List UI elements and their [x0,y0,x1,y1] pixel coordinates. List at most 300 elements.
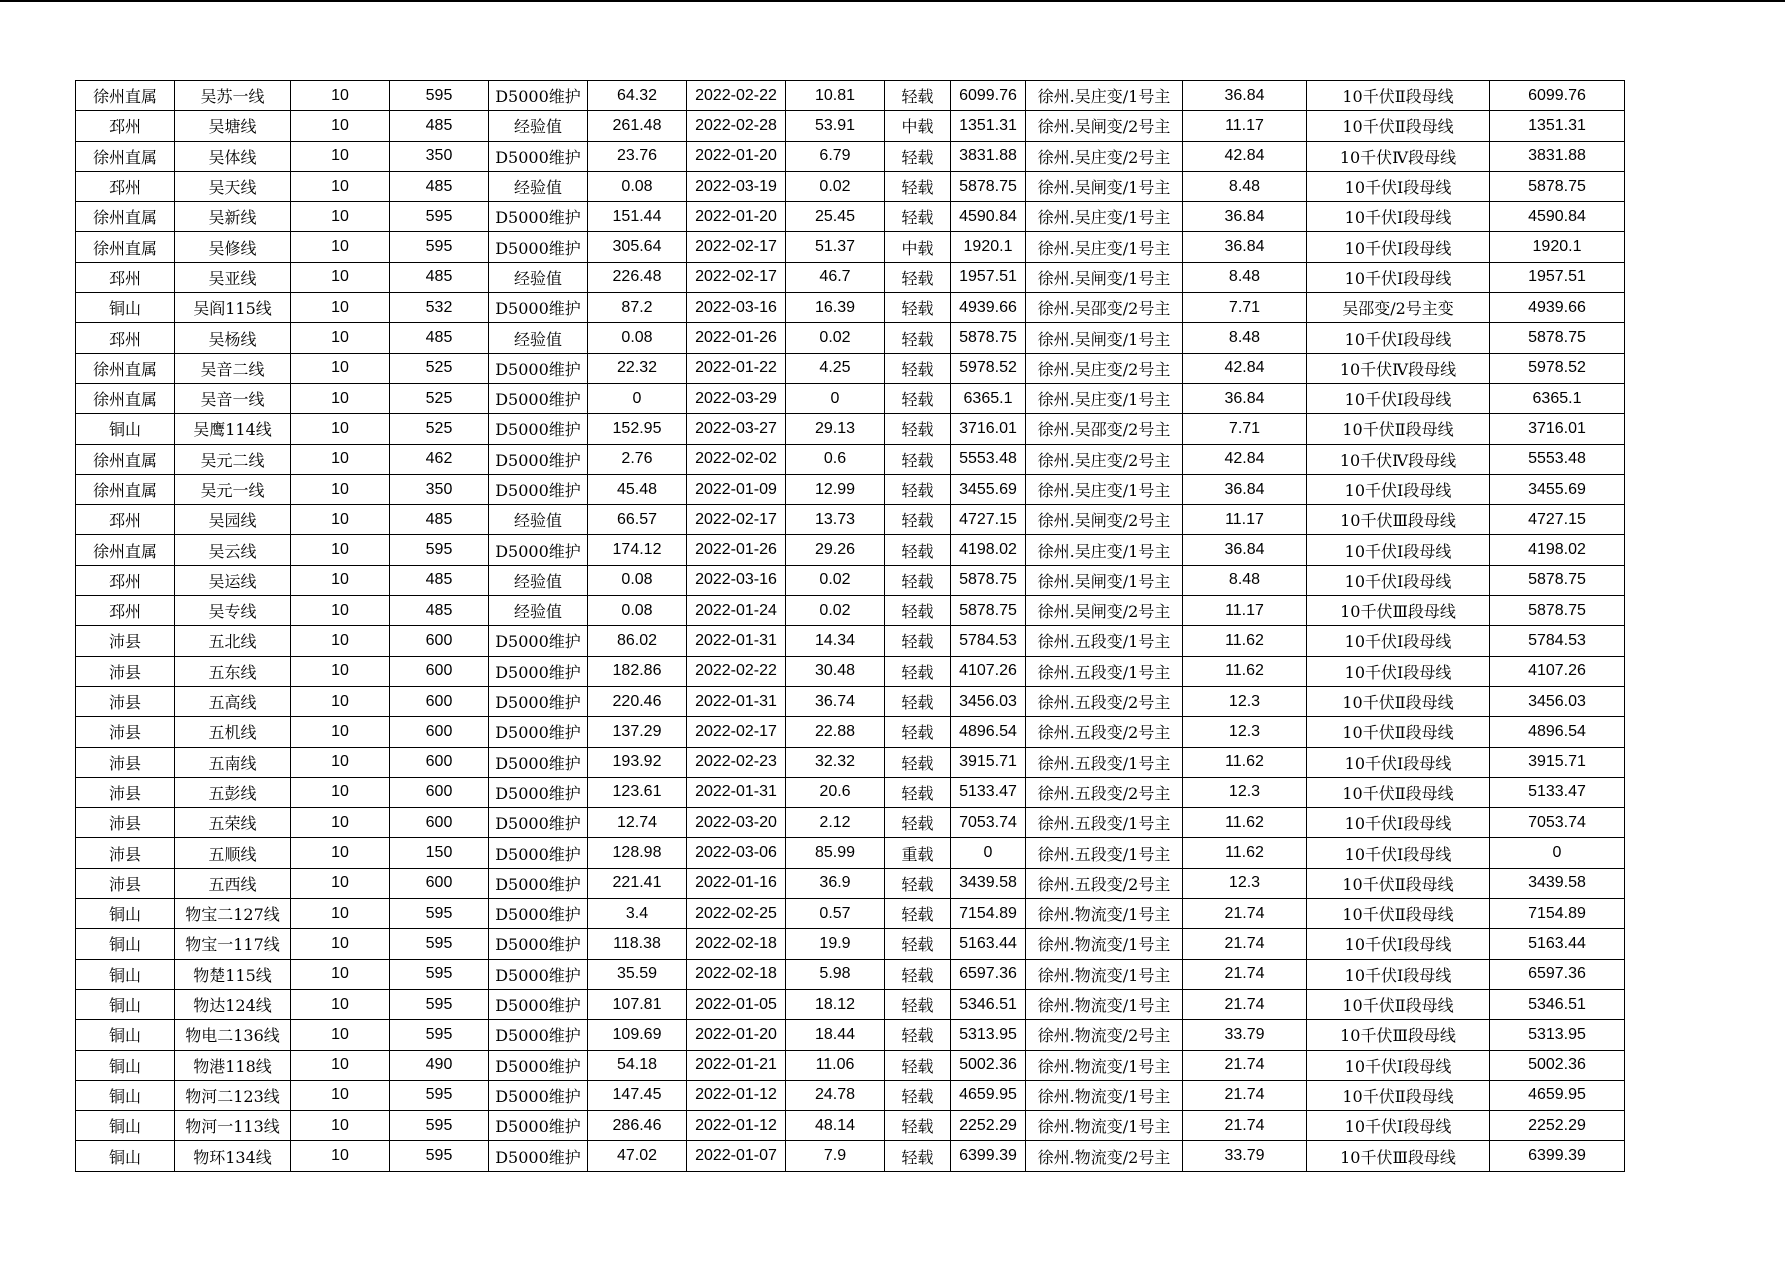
table-row [76,717,1625,747]
cell-substation-transformer: 徐州.吴庄变/1号主 [1026,474,1183,504]
cell-max-current: 0.08 [588,323,687,353]
cell-load-rate: 10.81 [786,81,885,111]
cell-load-status: 轻载 [885,777,951,807]
table-row [76,838,1625,868]
cell-load-rate: 12.99 [786,474,885,504]
table-row [76,535,1625,565]
cell-company: 徐州直属 [76,353,175,383]
cell-transformer-load-rate: 36.84 [1183,383,1307,413]
cell-available-capacity: 6365.1 [951,383,1026,413]
cell-rated-current: 485 [390,111,489,141]
cell-line-name: 五彭线 [175,777,291,807]
cell-load-rate: 51.37 [786,232,885,262]
cell-rated-current: 595 [390,81,489,111]
cell-substation-transformer: 徐州.吴闸变/2号主 [1026,596,1183,626]
cell-max-date: 2022-02-17 [687,717,786,747]
cell-bus-section: 10千伏Ⅳ段母线 [1307,444,1490,474]
cell-max-date: 2022-02-18 [687,959,786,989]
cell-voltage-kv: 10 [291,626,390,656]
cell-line-capacity: 5878.75 [1490,171,1625,201]
cell-max-current: 109.69 [588,1020,687,1050]
cell-bus-section: 10千伏Ⅳ段母线 [1307,141,1490,171]
cell-load-status: 轻载 [885,81,951,111]
cell-load-status: 轻载 [885,474,951,504]
cell-substation-transformer: 徐州.五段变/1号主 [1026,838,1183,868]
cell-load-rate: 0.02 [786,565,885,595]
cell-max-current: 261.48 [588,111,687,141]
cell-limit-source: D5000维护 [489,202,588,232]
cell-substation-transformer: 徐州.五段变/1号主 [1026,626,1183,656]
cell-load-rate: 22.88 [786,717,885,747]
cell-line-name: 物达124线 [175,989,291,1019]
cell-transformer-load-rate: 21.74 [1183,959,1307,989]
cell-substation-transformer: 徐州.五段变/2号主 [1026,686,1183,716]
cell-bus-section: 10千伏Ⅰ段母线 [1307,262,1490,292]
cell-available-capacity: 4107.26 [951,656,1026,686]
cell-line-capacity: 3831.88 [1490,141,1625,171]
cell-line-name: 吴新线 [175,202,291,232]
cell-available-capacity: 4727.15 [951,505,1026,535]
cell-limit-source: D5000维护 [489,747,588,777]
cell-load-rate: 4.25 [786,353,885,383]
cell-line-name: 吴园线 [175,505,291,535]
cell-company: 沛县 [76,717,175,747]
cell-load-status: 重载 [885,838,951,868]
cell-available-capacity: 5313.95 [951,1020,1026,1050]
cell-line-capacity: 5878.75 [1490,323,1625,353]
cell-company: 铜山 [76,1080,175,1110]
cell-load-rate: 0.02 [786,323,885,353]
cell-available-capacity: 7053.74 [951,808,1026,838]
table-row [76,808,1625,838]
cell-transformer-load-rate: 21.74 [1183,1111,1307,1141]
cell-max-date: 2022-02-17 [687,505,786,535]
cell-transformer-load-rate: 33.79 [1183,1020,1307,1050]
cell-line-name: 物宝一117线 [175,929,291,959]
cell-bus-section: 10千伏Ⅳ段母线 [1307,353,1490,383]
cell-max-current: 66.57 [588,505,687,535]
cell-company: 沛县 [76,777,175,807]
table-row [76,899,1625,929]
cell-line-capacity: 4107.26 [1490,656,1625,686]
cell-company: 铜山 [76,929,175,959]
cell-max-date: 2022-01-16 [687,868,786,898]
table-row [76,868,1625,898]
cell-max-date: 2022-03-06 [687,838,786,868]
table-row [76,1080,1625,1110]
cell-rated-current: 532 [390,293,489,323]
cell-voltage-kv: 10 [291,1141,390,1171]
cell-limit-source: D5000维护 [489,1050,588,1080]
cell-substation-transformer: 徐州.吴闸变/1号主 [1026,323,1183,353]
cell-company: 徐州直属 [76,535,175,565]
cell-max-date: 2022-02-25 [687,899,786,929]
cell-max-date: 2022-02-22 [687,81,786,111]
cell-limit-source: D5000维护 [489,414,588,444]
cell-voltage-kv: 10 [291,535,390,565]
cell-transformer-load-rate: 11.17 [1183,596,1307,626]
cell-limit-source: D5000维护 [489,717,588,747]
cell-load-status: 轻载 [885,202,951,232]
cell-substation-transformer: 徐州.五段变/1号主 [1026,656,1183,686]
cell-load-status: 轻载 [885,1080,951,1110]
table-row [76,656,1625,686]
cell-max-date: 2022-01-12 [687,1111,786,1141]
cell-line-capacity: 6399.39 [1490,1141,1625,1171]
cell-transformer-load-rate: 8.48 [1183,171,1307,201]
cell-rated-current: 595 [390,535,489,565]
cell-bus-section: 10千伏Ⅰ段母线 [1307,202,1490,232]
cell-transformer-load-rate: 12.3 [1183,868,1307,898]
cell-transformer-load-rate: 8.48 [1183,262,1307,292]
cell-company: 徐州直属 [76,141,175,171]
cell-load-status: 轻载 [885,535,951,565]
cell-load-rate: 16.39 [786,293,885,323]
cell-load-status: 中载 [885,111,951,141]
cell-limit-source: 经验值 [489,565,588,595]
cell-rated-current: 150 [390,838,489,868]
cell-voltage-kv: 10 [291,656,390,686]
cell-load-rate: 20.6 [786,777,885,807]
cell-available-capacity: 6099.76 [951,81,1026,111]
cell-substation-transformer: 徐州.物流变/1号主 [1026,959,1183,989]
cell-transformer-load-rate: 36.84 [1183,202,1307,232]
table-row [76,232,1625,262]
cell-line-capacity: 1957.51 [1490,262,1625,292]
cell-transformer-load-rate: 11.62 [1183,656,1307,686]
table-row [76,596,1625,626]
cell-rated-current: 595 [390,232,489,262]
cell-bus-section: 10千伏Ⅰ段母线 [1307,1111,1490,1141]
cell-rated-current: 595 [390,202,489,232]
cell-line-name: 物环134线 [175,1141,291,1171]
cell-rated-current: 600 [390,808,489,838]
cell-load-status: 轻载 [885,323,951,353]
cell-voltage-kv: 10 [291,444,390,474]
cell-substation-transformer: 徐州.物流变/2号主 [1026,1020,1183,1050]
cell-voltage-kv: 10 [291,383,390,413]
cell-substation-transformer: 徐州.吴闸变/1号主 [1026,565,1183,595]
cell-line-capacity: 4198.02 [1490,535,1625,565]
cell-line-capacity: 1351.31 [1490,111,1625,141]
cell-rated-current: 350 [390,141,489,171]
cell-limit-source: D5000维护 [489,899,588,929]
cell-voltage-kv: 10 [291,777,390,807]
cell-max-date: 2022-01-31 [687,626,786,656]
cell-max-current: 3.4 [588,899,687,929]
cell-voltage-kv: 10 [291,81,390,111]
cell-voltage-kv: 10 [291,474,390,504]
cell-available-capacity: 1957.51 [951,262,1026,292]
cell-max-date: 2022-03-27 [687,414,786,444]
cell-load-status: 中载 [885,232,951,262]
table-row [76,111,1625,141]
cell-available-capacity: 0 [951,838,1026,868]
cell-max-date: 2022-02-28 [687,111,786,141]
cell-available-capacity: 5878.75 [951,565,1026,595]
cell-bus-section: 10千伏Ⅱ段母线 [1307,777,1490,807]
cell-load-rate: 29.13 [786,414,885,444]
cell-max-current: 23.76 [588,141,687,171]
cell-bus-section: 10千伏Ⅰ段母线 [1307,929,1490,959]
cell-max-current: 226.48 [588,262,687,292]
table-row [76,565,1625,595]
cell-load-rate: 19.9 [786,929,885,959]
cell-company: 邳州 [76,171,175,201]
cell-max-date: 2022-01-26 [687,535,786,565]
cell-max-date: 2022-01-20 [687,202,786,232]
cell-available-capacity: 6597.36 [951,959,1026,989]
cell-load-rate: 13.73 [786,505,885,535]
cell-load-status: 轻载 [885,383,951,413]
cell-line-name: 物河一113线 [175,1111,291,1141]
cell-line-name: 吴专线 [175,596,291,626]
cell-transformer-load-rate: 11.17 [1183,111,1307,141]
cell-available-capacity: 5002.36 [951,1050,1026,1080]
table-row [76,81,1625,111]
cell-rated-current: 462 [390,444,489,474]
cell-voltage-kv: 10 [291,1020,390,1050]
cell-load-rate: 46.7 [786,262,885,292]
cell-company: 沛县 [76,656,175,686]
table-row [76,262,1625,292]
cell-company: 铜山 [76,1111,175,1141]
cell-substation-transformer: 徐州.五段变/2号主 [1026,868,1183,898]
cell-company: 徐州直属 [76,202,175,232]
cell-load-rate: 25.45 [786,202,885,232]
cell-bus-section: 10千伏Ⅰ段母线 [1307,383,1490,413]
cell-max-current: 0 [588,383,687,413]
cell-max-date: 2022-02-23 [687,747,786,777]
cell-limit-source: D5000维护 [489,81,588,111]
cell-line-name: 吴音一线 [175,383,291,413]
cell-max-current: 152.95 [588,414,687,444]
cell-line-capacity: 1920.1 [1490,232,1625,262]
cell-company: 铜山 [76,1141,175,1171]
cell-line-name: 吴修线 [175,232,291,262]
cell-rated-current: 600 [390,868,489,898]
cell-transformer-load-rate: 42.84 [1183,353,1307,383]
cell-substation-transformer: 徐州.吴庄变/2号主 [1026,353,1183,383]
cell-line-name: 吴鹰114线 [175,414,291,444]
cell-available-capacity: 5784.53 [951,626,1026,656]
cell-company: 铜山 [76,989,175,1019]
cell-substation-transformer: 徐州.吴庄变/1号主 [1026,383,1183,413]
cell-max-current: 220.46 [588,686,687,716]
cell-load-status: 轻载 [885,747,951,777]
cell-limit-source: D5000维护 [489,353,588,383]
cell-line-capacity: 0 [1490,838,1625,868]
cell-load-rate: 18.12 [786,989,885,1019]
cell-substation-transformer: 徐州.吴庄变/2号主 [1026,444,1183,474]
cell-bus-section: 10千伏Ⅱ段母线 [1307,868,1490,898]
table-row [76,959,1625,989]
table-row [76,1020,1625,1050]
cell-substation-transformer: 徐州.吴庄变/1号主 [1026,232,1183,262]
cell-rated-current: 595 [390,959,489,989]
table-row [76,171,1625,201]
cell-substation-transformer: 徐州.物流变/1号主 [1026,929,1183,959]
cell-limit-source: 经验值 [489,111,588,141]
cell-load-status: 轻载 [885,808,951,838]
cell-line-capacity: 5346.51 [1490,989,1625,1019]
cell-bus-section: 10千伏Ⅰ段母线 [1307,171,1490,201]
cell-voltage-kv: 10 [291,111,390,141]
cell-load-status: 轻载 [885,262,951,292]
table-row [76,202,1625,232]
cell-load-rate: 24.78 [786,1080,885,1110]
cell-load-rate: 18.44 [786,1020,885,1050]
cell-limit-source: D5000维护 [489,535,588,565]
cell-load-status: 轻载 [885,596,951,626]
cell-limit-source: D5000维护 [489,141,588,171]
cell-available-capacity: 3716.01 [951,414,1026,444]
cell-limit-source: 经验值 [489,596,588,626]
cell-line-capacity: 3915.71 [1490,747,1625,777]
cell-max-date: 2022-02-02 [687,444,786,474]
cell-limit-source: D5000维护 [489,989,588,1019]
cell-company: 徐州直属 [76,383,175,413]
cell-line-name: 五机线 [175,717,291,747]
cell-substation-transformer: 徐州.五段变/1号主 [1026,747,1183,777]
cell-voltage-kv: 10 [291,838,390,868]
table-row [76,747,1625,777]
cell-max-date: 2022-01-26 [687,323,786,353]
cell-load-rate: 85.99 [786,838,885,868]
cell-load-rate: 0.6 [786,444,885,474]
cell-transformer-load-rate: 12.3 [1183,717,1307,747]
cell-rated-current: 485 [390,565,489,595]
cell-max-current: 54.18 [588,1050,687,1080]
cell-transformer-load-rate: 7.71 [1183,414,1307,444]
cell-voltage-kv: 10 [291,202,390,232]
cell-load-status: 轻载 [885,1141,951,1171]
cell-available-capacity: 5978.52 [951,353,1026,383]
cell-line-name: 吴音二线 [175,353,291,383]
cell-line-capacity: 5133.47 [1490,777,1625,807]
cell-max-date: 2022-01-24 [687,596,786,626]
table-row [76,414,1625,444]
cell-max-date: 2022-03-20 [687,808,786,838]
cell-line-capacity: 6099.76 [1490,81,1625,111]
cell-line-name: 物宝二127线 [175,899,291,929]
cell-company: 铜山 [76,293,175,323]
cell-bus-section: 10千伏Ⅱ段母线 [1307,111,1490,141]
cell-load-rate: 32.32 [786,747,885,777]
cell-bus-section: 10千伏Ⅲ段母线 [1307,1141,1490,1171]
cell-available-capacity: 7154.89 [951,899,1026,929]
cell-bus-section: 10千伏Ⅰ段母线 [1307,838,1490,868]
cell-substation-transformer: 徐州.吴闸变/2号主 [1026,505,1183,535]
cell-line-capacity: 4590.84 [1490,202,1625,232]
cell-company: 徐州直属 [76,81,175,111]
cell-rated-current: 490 [390,1050,489,1080]
cell-substation-transformer: 徐州.吴闸变/1号主 [1026,171,1183,201]
cell-available-capacity: 1920.1 [951,232,1026,262]
cell-load-status: 轻载 [885,141,951,171]
cell-max-date: 2022-03-16 [687,293,786,323]
table-row [76,929,1625,959]
cell-max-date: 2022-01-20 [687,1020,786,1050]
cell-available-capacity: 4659.95 [951,1080,1026,1110]
table-row [76,323,1625,353]
cell-max-date: 2022-01-21 [687,1050,786,1080]
cell-company: 邳州 [76,505,175,535]
cell-available-capacity: 3439.58 [951,868,1026,898]
cell-rated-current: 600 [390,717,489,747]
cell-substation-transformer: 徐州.吴邵变/2号主 [1026,293,1183,323]
cell-bus-section: 10千伏Ⅰ段母线 [1307,747,1490,777]
cell-voltage-kv: 10 [291,808,390,838]
cell-bus-section: 10千伏Ⅱ段母线 [1307,81,1490,111]
cell-line-name: 物河二123线 [175,1080,291,1110]
cell-line-capacity: 7154.89 [1490,899,1625,929]
cell-load-rate: 0.02 [786,171,885,201]
cell-load-rate: 53.91 [786,111,885,141]
cell-substation-transformer: 徐州.物流变/1号主 [1026,1111,1183,1141]
cell-company: 邳州 [76,111,175,141]
cell-bus-section: 吴邵变/2号主变 [1307,293,1490,323]
cell-company: 徐州直属 [76,474,175,504]
cell-rated-current: 525 [390,353,489,383]
cell-transformer-load-rate: 12.3 [1183,777,1307,807]
cell-load-rate: 0 [786,383,885,413]
cell-transformer-load-rate: 42.84 [1183,444,1307,474]
cell-limit-source: D5000维护 [489,1111,588,1141]
cell-load-status: 轻载 [885,565,951,595]
cell-rated-current: 350 [390,474,489,504]
cell-substation-transformer: 徐州.吴庄变/2号主 [1026,141,1183,171]
cell-max-current: 86.02 [588,626,687,656]
cell-voltage-kv: 10 [291,414,390,444]
cell-transformer-load-rate: 36.84 [1183,535,1307,565]
cell-load-status: 轻载 [885,171,951,201]
cell-line-capacity: 5553.48 [1490,444,1625,474]
cell-max-date: 2022-02-17 [687,262,786,292]
cell-transformer-load-rate: 21.74 [1183,899,1307,929]
cell-load-rate: 48.14 [786,1111,885,1141]
cell-max-date: 2022-01-12 [687,1080,786,1110]
cell-company: 邳州 [76,323,175,353]
cell-line-name: 五顺线 [175,838,291,868]
cell-load-status: 轻载 [885,444,951,474]
cell-voltage-kv: 10 [291,1050,390,1080]
cell-limit-source: D5000维护 [489,808,588,838]
cell-rated-current: 595 [390,1080,489,1110]
cell-substation-transformer: 徐州.吴庄变/1号主 [1026,202,1183,232]
cell-max-current: 87.2 [588,293,687,323]
cell-company: 铜山 [76,414,175,444]
cell-max-date: 2022-01-09 [687,474,786,504]
cell-max-current: 221.41 [588,868,687,898]
cell-company: 沛县 [76,626,175,656]
cell-company: 邳州 [76,262,175,292]
cell-rated-current: 485 [390,505,489,535]
cell-load-status: 轻载 [885,686,951,716]
cell-line-name: 吴天线 [175,171,291,201]
cell-line-capacity: 4727.15 [1490,505,1625,535]
cell-substation-transformer: 徐州.物流变/1号主 [1026,989,1183,1019]
table-row [76,1141,1625,1171]
cell-max-current: 35.59 [588,959,687,989]
cell-line-capacity: 5313.95 [1490,1020,1625,1050]
table-row [76,1111,1625,1141]
cell-line-capacity: 5878.75 [1490,565,1625,595]
cell-rated-current: 600 [390,626,489,656]
cell-bus-section: 10千伏Ⅰ段母线 [1307,535,1490,565]
table-row [76,626,1625,656]
cell-load-rate: 36.74 [786,686,885,716]
